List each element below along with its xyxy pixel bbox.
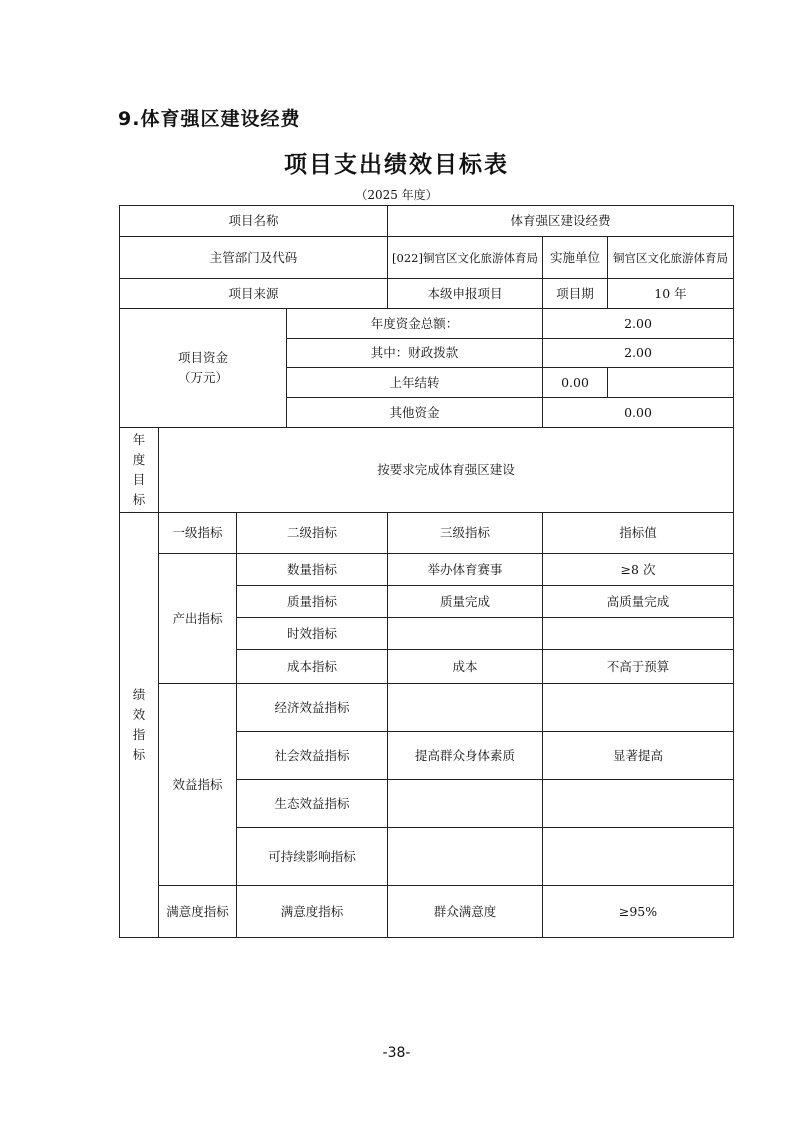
funds-label-line1: 项目资金 [177, 350, 228, 365]
value-cell: 不高于预算 [543, 650, 734, 684]
row-project-name [120, 206, 734, 237]
value-cell: 显著提高 [543, 732, 734, 780]
table-row [120, 886, 734, 938]
value-total-funds: 2.00 [543, 309, 734, 339]
value-cell: ≥95% [543, 886, 734, 938]
value-cell: ≥8 次 [543, 554, 734, 586]
label-project-name: 项目名称 [120, 206, 388, 237]
group-satisfaction-indicators: 满意度指标 [159, 886, 237, 938]
label-other-funds: 其他资金 [287, 398, 543, 428]
table-row [120, 554, 734, 586]
level3-cell [388, 780, 543, 828]
level2-cell: 满意度指标 [237, 886, 388, 938]
level2-cell: 成本指标 [237, 650, 388, 684]
value-cell: 高质量完成 [543, 586, 734, 618]
level2-cell: 社会效益指标 [237, 732, 388, 780]
value-cell [543, 828, 734, 886]
value-dept-code: [022]铜官区文化旅游体育局 [388, 237, 543, 279]
value-project-name: 体育强区建设经费 [388, 206, 734, 237]
value-annual-goal: 按要求完成体育强区建设 [159, 428, 734, 513]
label-carryover: 上年结转 [287, 368, 543, 398]
value-other-funds: 0.00 [543, 398, 734, 428]
label-project-funds [120, 309, 287, 428]
level2-cell: 质量指标 [237, 586, 388, 618]
group-output-indicators: 产出指标 [159, 554, 237, 684]
funds-label-line2: （万元） [177, 370, 228, 385]
row-total-funds [120, 309, 734, 339]
level3-cell: 成本 [388, 650, 543, 684]
annual-goal-vertical-label: 年 度 目 标 [132, 432, 146, 507]
performance-vertical-label: 绩 效 指 标 [132, 687, 146, 762]
value-carryover: 0.00 [543, 368, 608, 398]
header-level2: 二级指标 [237, 513, 388, 554]
level2-cell: 数量指标 [237, 554, 388, 586]
section-title: 9.体育强区建设经费 [118, 108, 301, 130]
label-dept-code: 主管部门及代码 [120, 237, 388, 279]
row-source [120, 279, 734, 309]
value-project-period: 10 年 [608, 279, 734, 309]
value-carryover-right [608, 368, 734, 398]
label-project-source: 项目来源 [120, 279, 388, 309]
value-impl-unit: 铜官区文化旅游体育局 [608, 237, 734, 279]
label-total-funds: 年度资金总额： [287, 309, 543, 339]
level3-cell [388, 618, 543, 650]
label-impl-unit: 实施单位 [543, 237, 608, 279]
level2-cell: 时效指标 [237, 618, 388, 650]
value-cell [543, 780, 734, 828]
performance-target-table [119, 205, 734, 938]
label-project-period: 项目期 [543, 279, 608, 309]
label-performance-indicators [120, 513, 159, 938]
table-row [120, 684, 734, 732]
level3-cell: 质量完成 [388, 586, 543, 618]
value-project-source: 本级申报项目 [388, 279, 543, 309]
value-fiscal-allocation: 2.00 [543, 339, 734, 368]
level3-cell: 提高群众身体素质 [388, 732, 543, 780]
header-level1: 一级指标 [159, 513, 237, 554]
level3-cell: 举办体育赛事 [388, 554, 543, 586]
row-indicator-header [120, 513, 734, 554]
level2-cell: 生态效益指标 [237, 780, 388, 828]
year-label: （2025 年度） [355, 188, 438, 202]
value-cell [543, 684, 734, 732]
level3-cell [388, 684, 543, 732]
page-number: -38- [382, 1045, 411, 1061]
level2-cell: 经济效益指标 [237, 684, 388, 732]
label-annual-goal [120, 428, 159, 513]
label-fiscal-allocation: 其中：财政拨款 [287, 339, 543, 368]
group-effect-indicators: 效益指标 [159, 684, 237, 886]
level3-cell [388, 828, 543, 886]
document-title: 项目支出绩效目标表 [284, 152, 509, 178]
value-cell [543, 618, 734, 650]
header-indicator-value: 指标值 [543, 513, 734, 554]
row-department [120, 237, 734, 279]
level3-cell: 群众满意度 [388, 886, 543, 938]
row-annual-goal [120, 428, 734, 513]
header-level3: 三级指标 [388, 513, 543, 554]
level2-cell: 可持续影响指标 [237, 828, 388, 886]
